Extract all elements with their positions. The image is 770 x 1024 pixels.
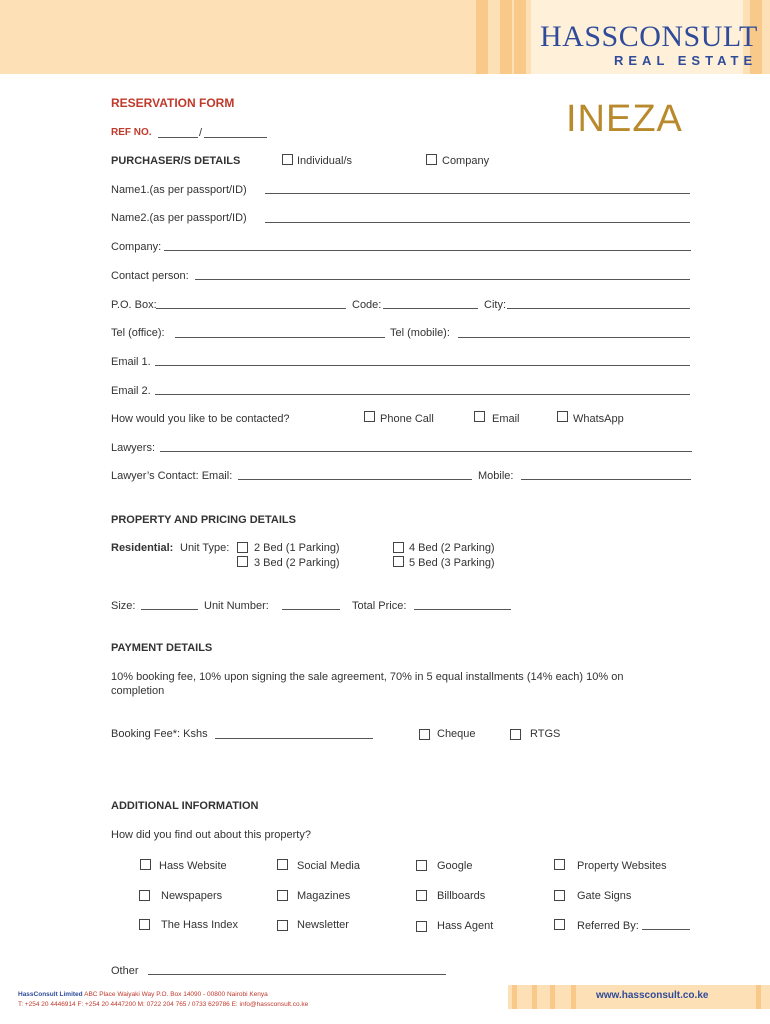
email-contact-checkbox[interactable] xyxy=(474,411,485,422)
name2-label: Name2.(as per passport/ID) xyxy=(111,212,247,224)
booking-fee-label: Booking Fee*: Kshs xyxy=(111,728,208,740)
footer-company: HassConsult Limited xyxy=(18,991,83,998)
source-google-label: Google xyxy=(437,860,473,872)
lawyer-mobile-label: Mobile: xyxy=(478,470,514,482)
size-field[interactable] xyxy=(141,609,198,610)
header-stripe xyxy=(500,0,512,74)
source-referred-by-label: Referred By: xyxy=(577,920,639,932)
source-property-websites-checkbox[interactable] xyxy=(554,859,565,870)
unit-4bed-checkbox[interactable] xyxy=(393,542,404,553)
source-hass-agent-label: Hass Agent xyxy=(437,920,494,932)
source-hass-index-checkbox[interactable] xyxy=(139,919,150,930)
footer-stripe xyxy=(532,985,537,1009)
source-magazines-label: Magazines xyxy=(297,890,351,902)
unit-2bed-checkbox[interactable] xyxy=(237,542,248,553)
other-label: Other xyxy=(111,965,139,977)
tel-mobile-field[interactable] xyxy=(458,337,690,338)
po-box-label: P.O. Box: xyxy=(111,299,157,311)
source-hass-website-label: Hass Website xyxy=(159,860,227,872)
source-property-websites-label: Property Websites xyxy=(577,860,667,872)
project-name: INEZA xyxy=(566,98,683,140)
company-checkbox[interactable] xyxy=(426,154,437,165)
header-stripe xyxy=(476,0,488,74)
unit-number-field[interactable] xyxy=(282,609,340,610)
form-title: RESERVATION FORM xyxy=(111,96,235,110)
source-newsletter-checkbox[interactable] xyxy=(277,920,288,931)
source-billboards-label: Billboards xyxy=(437,890,486,902)
payment-terms-line1: 10% booking fee, 10% upon signing the sale agreement, 70% in 5 equal installments (14% each) 10% on xyxy=(111,671,624,683)
purchaser-heading: PURCHASER/S DETAILS xyxy=(111,155,241,167)
tel-office-field[interactable] xyxy=(175,337,385,338)
footer-stripe xyxy=(756,985,761,1009)
individual-label: Individual/s xyxy=(297,155,353,167)
footer-website-link[interactable]: www.hassconsult.co.ke xyxy=(596,990,709,1001)
footer-stripe xyxy=(571,985,576,1009)
source-newsletter-label: Newsletter xyxy=(297,919,349,931)
code-label: Code: xyxy=(352,299,382,311)
footer-info xyxy=(18,990,308,1010)
brand-logo-sub: REAL ESTATE xyxy=(614,53,758,68)
size-label: Size: xyxy=(111,600,136,612)
individual-checkbox[interactable] xyxy=(282,154,293,165)
unit-2bed-label: 2 Bed (1 Parking) xyxy=(254,542,340,554)
other-field[interactable] xyxy=(148,974,446,975)
source-question: How did you find out about this property? xyxy=(111,829,311,841)
source-social-media-checkbox[interactable] xyxy=(277,859,288,870)
name2-field[interactable] xyxy=(265,222,690,223)
total-price-label: Total Price: xyxy=(352,600,407,612)
footer-stripe xyxy=(550,985,555,1009)
header-stripe xyxy=(514,0,526,74)
city-label: City: xyxy=(484,299,506,311)
source-newspapers-label: Newspapers xyxy=(161,890,223,902)
name1-field[interactable] xyxy=(265,193,690,194)
whatsapp-label: WhatsApp xyxy=(573,413,624,425)
ref-label: REF NO. xyxy=(111,127,152,138)
rtgs-label: RTGS xyxy=(530,728,561,740)
ref-field-2[interactable] xyxy=(204,137,267,138)
footer-address: ABC Place Waiyaki Way P.O. Box 14090 - 00800 Nairobi Kenya xyxy=(84,991,268,998)
ref-field-1[interactable] xyxy=(158,137,198,138)
code-field[interactable] xyxy=(383,308,478,309)
booking-fee-field[interactable] xyxy=(215,738,373,739)
rtgs-checkbox[interactable] xyxy=(510,729,521,740)
email1-label: Email 1. xyxy=(111,356,151,368)
po-box-field[interactable] xyxy=(156,308,346,309)
footer-contacts: T: +254 20 4446914 F: +254 20 4447200 M: 0722 204 765 / 0733 629786 E: info@hassconsult.co.ke xyxy=(18,1001,309,1008)
unit-type-label: Unit Type: xyxy=(180,542,230,554)
total-price-field[interactable] xyxy=(414,609,511,610)
footer-stripe xyxy=(512,985,517,1009)
email2-label: Email 2. xyxy=(111,385,151,397)
unit-3bed-label: 3 Bed (2 Parking) xyxy=(254,557,340,569)
email-contact-label: Email xyxy=(492,413,520,425)
tel-office-label: Tel (office): xyxy=(111,327,165,339)
company-type-label: Company xyxy=(442,155,490,167)
name1-label: Name1.(as per passport/ID) xyxy=(111,184,247,196)
unit-5bed-checkbox[interactable] xyxy=(393,556,404,567)
lawyers-label: Lawyers: xyxy=(111,442,156,454)
source-hass-index-label: The Hass Index xyxy=(161,919,239,931)
source-google-checkbox[interactable] xyxy=(416,860,427,871)
referred-by-field[interactable] xyxy=(642,929,690,930)
ref-separator: / xyxy=(199,127,203,139)
unit-5bed-label: 5 Bed (3 Parking) xyxy=(409,557,495,569)
source-gate-signs-checkbox[interactable] xyxy=(554,890,565,901)
unit-number-label: Unit Number: xyxy=(204,600,269,612)
additional-heading: ADDITIONAL INFORMATION xyxy=(111,800,259,812)
source-social-media-label: Social Media xyxy=(297,860,360,872)
source-magazines-checkbox[interactable] xyxy=(277,890,288,901)
source-hass-agent-checkbox[interactable] xyxy=(416,921,427,932)
source-newspapers-checkbox[interactable] xyxy=(139,890,150,901)
source-hass-website-checkbox[interactable] xyxy=(140,859,151,870)
contact-question: How would you like to be contacted? xyxy=(111,413,290,425)
city-field[interactable] xyxy=(507,308,690,309)
unit-3bed-checkbox[interactable] xyxy=(237,556,248,567)
brand-logo: HASSCONSULT xyxy=(540,20,758,53)
lawyer-mobile-field[interactable] xyxy=(521,479,691,480)
lawyers-field[interactable] xyxy=(160,451,692,452)
contact-person-field[interactable] xyxy=(195,279,690,280)
phone-call-label: Phone Call xyxy=(380,413,434,425)
property-heading: PROPERTY AND PRICING DETAILS xyxy=(111,514,296,526)
phone-call-checkbox[interactable] xyxy=(364,411,375,422)
tel-mobile-label: Tel (mobile): xyxy=(390,327,450,339)
company-field[interactable] xyxy=(164,250,691,251)
company-label: Company: xyxy=(111,241,162,253)
unit-4bed-label: 4 Bed (2 Parking) xyxy=(409,542,495,554)
cheque-checkbox[interactable] xyxy=(419,729,430,740)
source-billboards-checkbox[interactable] xyxy=(416,890,427,901)
lawyer-email-field[interactable] xyxy=(238,479,472,480)
payment-terms-line2: completion xyxy=(111,685,165,697)
cheque-label: Cheque xyxy=(437,728,476,740)
contact-person-label: Contact person: xyxy=(111,270,189,282)
email1-field[interactable] xyxy=(155,365,690,366)
source-referred-by-checkbox[interactable] xyxy=(554,919,565,930)
source-gate-signs-label: Gate Signs xyxy=(577,890,632,902)
email2-field[interactable] xyxy=(155,394,690,395)
whatsapp-checkbox[interactable] xyxy=(557,411,568,422)
residential-label: Residential: xyxy=(111,542,174,554)
payment-heading: PAYMENT DETAILS xyxy=(111,642,213,654)
lawyer-email-label: Lawyer’s Contact: Email: xyxy=(111,470,233,482)
